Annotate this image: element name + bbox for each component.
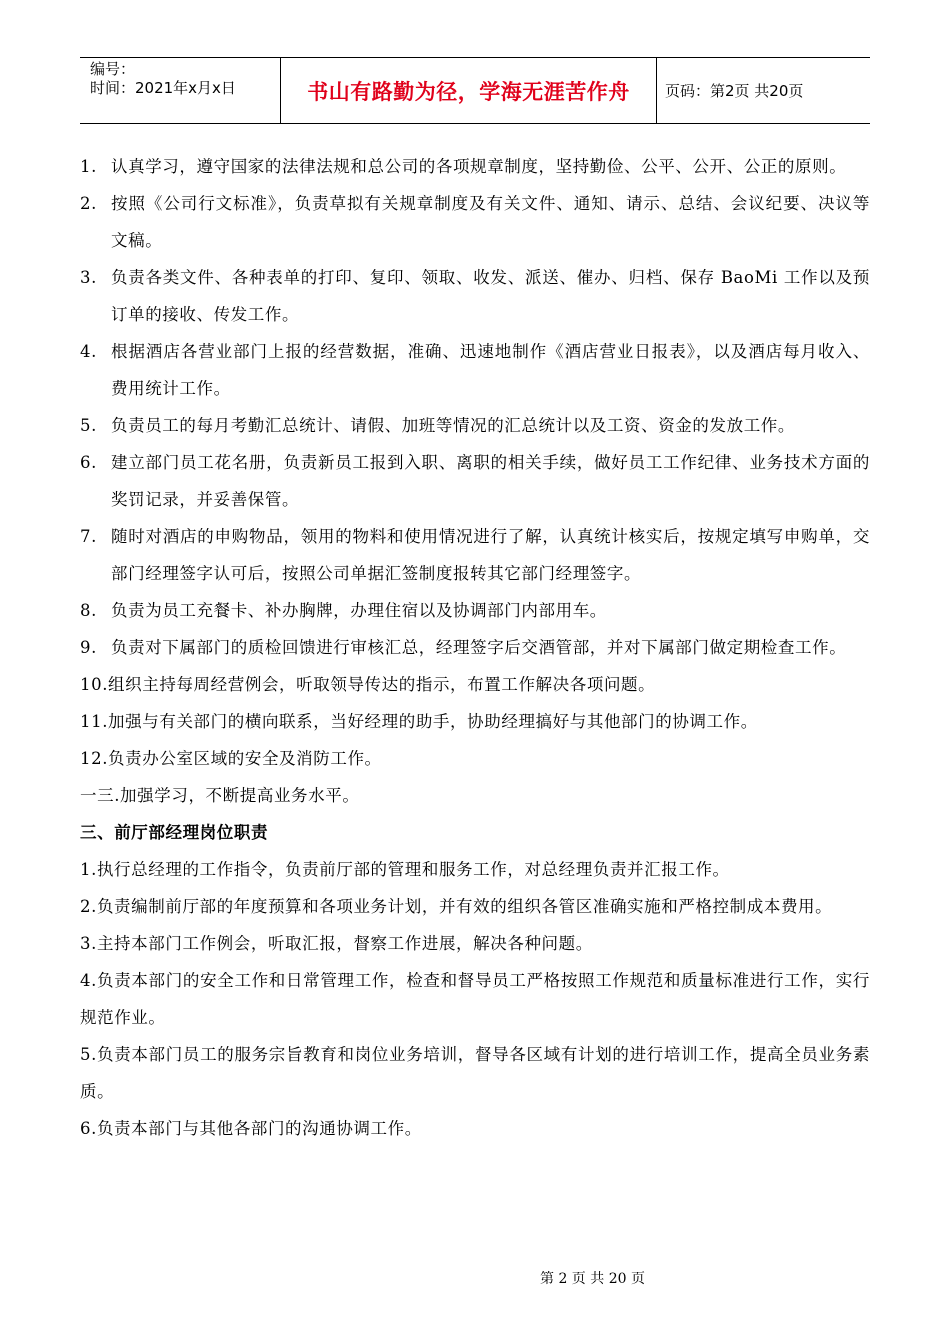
item-text: 认真学习，遵守国家的法律法规和总公司的各项规章制度，坚持勤俭、公平、公开、公正的原则。 (111, 157, 847, 176)
document-time-label: 时间：2021年x月x日 (90, 79, 236, 97)
item-text: 根据酒店各营业部门上报的经营数据，准确、迅速地制作《酒店营业日报表》，以及酒店每月收入、费用统计工作。 (111, 342, 870, 398)
list-item (80, 407, 870, 444)
item-number: 7. (80, 527, 97, 546)
page-footer: 第 2 页 共 20 页 (540, 1271, 645, 1287)
list-item (80, 444, 870, 518)
item-text: 负责员工的每月考勤汇总统计、请假、加班等情况的汇总统计以及工资、资金的发放工作。 (111, 416, 795, 435)
item-number: 2. (80, 194, 97, 213)
list-item (80, 592, 870, 629)
list-item: 3.主持本部门工作例会，听取汇报，督察工作进展，解决各种问题。 (80, 934, 593, 953)
item-number: 4. (80, 342, 97, 361)
document-body (80, 148, 870, 1147)
list-item (80, 629, 870, 666)
list-item: 1.执行总经理的工作指令，负责前厅部的管理和服务工作，对总经理负责并汇报工作。 (80, 860, 730, 879)
list-item: 一三.加强学习，不断提高业务水平。 (80, 786, 360, 805)
item-text: 负责对下属部门的质检回馈进行审核汇总，经理签字后交酒管部，并对下属部门做定期检查工作。 (111, 638, 847, 657)
list-item: 10.组织主持每周经营例会，听取领导传达的指示，布置工作解决各项问题。 (80, 675, 656, 694)
list-item: 2.负责编制前厅部的年度预算和各项业务计划，并有效的组织各管区准确实施和严格控制成本费用。 (80, 897, 833, 916)
item-number: 9. (80, 638, 97, 657)
item-number: 6. (80, 453, 97, 472)
item-text: 负责各类文件、各种表单的打印、复印、领取、收发、派送、催办、归档、保存 BaoMi 工作以及预订单的接收、传发工作。 (111, 268, 870, 324)
list-item (80, 259, 870, 333)
item-number: 5. (80, 416, 97, 435)
item-text: 随时对酒店的申购物品，领用的物料和使用情况进行了解，认真统计核实后，按规定填写申购单，交部门经理签字认可后，按照公司单据汇签制度报转其它部门经理签字。 (111, 527, 870, 583)
header-meta (80, 58, 281, 123)
list-item (80, 518, 870, 592)
document-number-label: 编号： (90, 60, 136, 78)
header-page-code: 页码：第2页 共20页 (665, 82, 804, 100)
page-header (80, 57, 870, 124)
list-item (80, 148, 870, 185)
item-text: 按照《公司行文标准》，负责草拟有关规章制度及有关文件、通知、请示、总结、会议纪要、决议等文稿。 (111, 194, 870, 250)
list-item: 5.负责本部门员工的服务宗旨教育和岗位业务培训，督导各区域有计划的进行培训工作，提高全员业务素质。 (80, 1045, 870, 1101)
item-number: 1. (80, 157, 97, 176)
list-item (80, 333, 870, 407)
item-text: 建立部门员工花名册，负责新员工报到入职、离职的相关手续，做好员工工作纪律、业务技术方面的奖罚记录，并妥善保管。 (111, 453, 870, 509)
item-number: 3. (80, 268, 97, 287)
list-item: 11.加强与有关部门的横向联系，当好经理的助手，协助经理搞好与其他部门的协调工作。 (80, 712, 758, 731)
list-item: 12.负责办公室区域的安全及消防工作。 (80, 749, 382, 768)
section-title: 三、前厅部经理岗位职责 (80, 823, 269, 842)
item-number: 8. (80, 601, 97, 620)
header-motto: 书山有路勤为径，学海无涯苦作舟 (281, 58, 657, 123)
list-item: 6.负责本部门与其他各部门的沟通协调工作。 (80, 1119, 422, 1138)
list-item: 4.负责本部门的安全工作和日常管理工作，检查和督导员工严格按照工作规范和质量标准进行工作，实行规范作业。 (80, 971, 870, 1027)
list-item (80, 185, 870, 259)
item-text: 负责为员工充餐卡、补办胸牌，办理住宿以及协调部门内部用车。 (111, 601, 607, 620)
